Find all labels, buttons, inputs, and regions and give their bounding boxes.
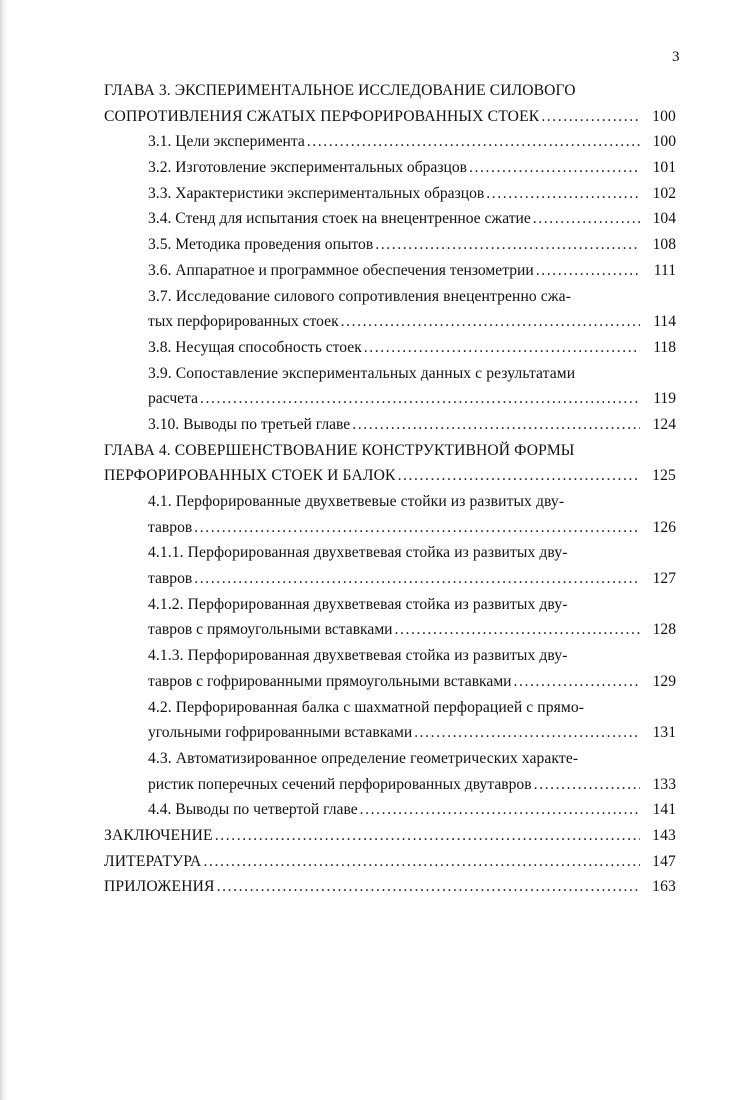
toc-entry-ch4-line-2	[104, 463, 676, 489]
dot-leader	[514, 669, 640, 695]
toc-entry-s3-3	[104, 181, 676, 207]
dot-leader	[203, 849, 640, 875]
dot-leader	[341, 309, 640, 335]
toc-entry-s4-1-2-line-2	[104, 617, 676, 643]
toc-entry-s3-5	[104, 232, 676, 258]
dot-leader	[217, 874, 640, 900]
page-number: 3	[672, 49, 680, 65]
toc-entry-s3-7-line-2	[104, 309, 676, 335]
toc-page-number: 143	[652, 826, 676, 844]
toc-entry-title: 3.6. Аппаратное и программное обеспечения тензометрии	[148, 261, 534, 279]
toc-entry-title: 4.1.2. Перфорированная двухветвевая стойка из развитых дву-	[148, 595, 568, 613]
toc-page-number: 126	[652, 518, 676, 536]
toc-entry-title: 4.2. Перфорированная балка с шахматной перфорацией с прямо-	[148, 698, 585, 716]
dot-leader	[536, 258, 640, 284]
dot-leader	[534, 772, 640, 798]
toc-entry-s4-1-line-2	[104, 515, 676, 541]
dot-leader	[307, 129, 640, 155]
toc-page-number: 124	[652, 415, 676, 433]
toc-page-number: 131	[652, 724, 676, 742]
toc-entry-title: тавров с прямоугольными вставками	[148, 621, 393, 639]
toc-entry-s4-2-line-1	[104, 695, 676, 721]
toc-entry-title: 3.5. Методика проведения опытов	[148, 236, 374, 254]
toc-entry-s4-1-1-line-2	[104, 566, 676, 592]
toc-entry-s4-1-3-line-2	[104, 669, 676, 695]
toc-entry-title: ЗАКЛЮЧЕНИЕ	[104, 826, 213, 844]
dot-leader	[375, 232, 640, 258]
toc-entry-title: тавров	[148, 518, 193, 536]
toc-entry-title: 3.8. Несущая способность стоек	[148, 338, 362, 356]
toc-entry-title: 3.7. Исследование силового сопротивления внецентренно сжа-	[148, 287, 572, 305]
toc-entry-ch4-line-1	[104, 438, 676, 464]
toc-entry-s3-9-line-2	[104, 386, 676, 412]
toc-entry-appendices	[104, 874, 676, 900]
toc-entry-s3-4	[104, 206, 676, 232]
toc-entry-title: ГЛАВА 3. ЭКСПЕРИМЕНТАЛЬНОЕ ИССЛЕДОВАНИЕ СИЛОВОГО	[104, 82, 576, 99]
dot-leader	[395, 617, 640, 643]
toc-page-number: 125	[652, 467, 676, 485]
toc-entry-title: 4.4. Выводы по четвертой главе	[148, 801, 358, 819]
toc-entry-title: 3.2. Изготовление экспериментальных образцов	[148, 159, 468, 177]
toc-page-number: 101	[652, 159, 676, 177]
toc-entry-s3-9-line-1	[104, 361, 676, 387]
toc-entry-title: расчета	[148, 390, 199, 408]
dot-leader	[194, 566, 640, 592]
toc-entry-title: 3.3. Характеристики экспериментальных образцов	[148, 184, 485, 202]
toc-page-number: 163	[652, 878, 676, 896]
toc-entry-title: тавров	[148, 570, 193, 588]
toc-page-number: 147	[652, 852, 676, 870]
toc-entry-title: ГЛАВА 4. СОВЕРШЕНСТВОВАНИЕ КОНСТРУКТИВНОЙ ФОРМЫ	[104, 441, 575, 459]
toc-entry-title: ПЕРФОРИРОВАННЫХ СТОЕК И БАЛОК	[104, 467, 396, 485]
toc-entry-s4-2-line-2	[104, 720, 676, 746]
dot-leader	[364, 335, 640, 361]
dot-leader	[360, 797, 640, 823]
toc-entry-s3-2	[104, 155, 676, 181]
dot-leader	[398, 463, 640, 489]
toc-entry-s3-8	[104, 335, 676, 361]
toc-page-number: 108	[652, 236, 676, 254]
dot-leader	[200, 386, 640, 412]
toc-page-number: 141	[652, 801, 676, 819]
toc-page-number: 118	[653, 338, 676, 356]
toc-entry-s3-6	[104, 258, 676, 284]
toc-entry-title: 3.4. Стенд для испытания стоек на внецентренное сжатие	[148, 210, 531, 228]
dot-leader	[533, 206, 640, 232]
toc-entry-literature	[104, 849, 676, 875]
toc-page-number: 133	[652, 775, 676, 793]
toc-entry-title: ПРИЛОЖЕНИЯ	[104, 878, 215, 896]
dot-leader	[469, 155, 640, 181]
scan-edge-shadow	[0, 0, 8, 1100]
toc-page-number: 119	[653, 390, 676, 408]
dot-leader	[352, 412, 640, 438]
dot-leader	[414, 720, 640, 746]
table-of-contents	[104, 78, 676, 900]
toc-entry-s3-1	[104, 129, 676, 155]
toc-entry-title: ристик поперечных сечений перфорированных двутавров	[148, 775, 532, 793]
toc-entry-s4-3-line-2	[104, 772, 676, 798]
toc-entry-title: СОПРОТИВЛЕНИЯ СЖАТЫХ ПЕРФОРИРОВАННЫХ СТОЕК	[104, 107, 540, 125]
dot-leader	[486, 181, 640, 207]
toc-entry-title: угольными гофрированными вставками	[148, 724, 413, 742]
toc-entry-title: 4.1.3. Перфорированная двухветвевая стойка из развитых дву-	[148, 647, 568, 665]
toc-page-number: 128	[652, 621, 676, 639]
toc-page-number: 129	[652, 672, 676, 690]
toc-entry-title: 4.3. Автоматизированное определение геометрических характе-	[148, 749, 579, 767]
toc-entry-conclusion	[104, 823, 676, 849]
toc-page-number: 102	[652, 184, 676, 202]
toc-entry-title: 4.1. Перфорированные двухветвевые стойки из развитых дву-	[148, 493, 565, 510]
toc-entry-ch3-line-2	[104, 104, 676, 130]
toc-entry-s4-1-2-line-1	[104, 592, 676, 618]
toc-entry-s4-4	[104, 797, 676, 823]
dot-leader	[194, 515, 640, 541]
toc-entry-title: 3.10. Выводы по третьей главе	[148, 415, 351, 433]
toc-page-number: 100	[652, 133, 676, 151]
toc-entry-title: тых перфорированных стоек	[148, 313, 339, 331]
toc-entry-ch3-line-1	[104, 78, 676, 104]
toc-entry-title: 3.9. Сопоставление экспериментальных данных с результатами	[148, 364, 576, 382]
toc-page-number: 100	[652, 107, 676, 125]
dot-leader	[541, 104, 640, 130]
toc-entry-s3-7-line-1	[104, 284, 676, 310]
dot-leader	[215, 823, 640, 849]
toc-page-number: 127	[652, 570, 676, 588]
toc-entry-s4-1-3-line-1	[104, 643, 676, 669]
toc-entry-title: 4.1.1. Перфорированная двухветвевая стойка из развитых дву-	[148, 544, 568, 562]
toc-entry-s4-1-1-line-1	[104, 540, 676, 566]
toc-entry-title: тавров с гофрированными прямоугольными вставками	[148, 672, 512, 690]
toc-page-number: 114	[653, 313, 676, 331]
toc-page-number: 111	[653, 261, 676, 279]
toc-entry-s4-3-line-1	[104, 746, 676, 772]
toc-entry-s4-1-line-1	[104, 489, 676, 515]
toc-page-number: 104	[652, 210, 676, 228]
toc-entry-title: 3.1. Цели эксперимента	[148, 133, 305, 151]
toc-entry-title: ЛИТЕРАТУРА	[104, 852, 202, 870]
toc-entry-s3-10	[104, 412, 676, 438]
